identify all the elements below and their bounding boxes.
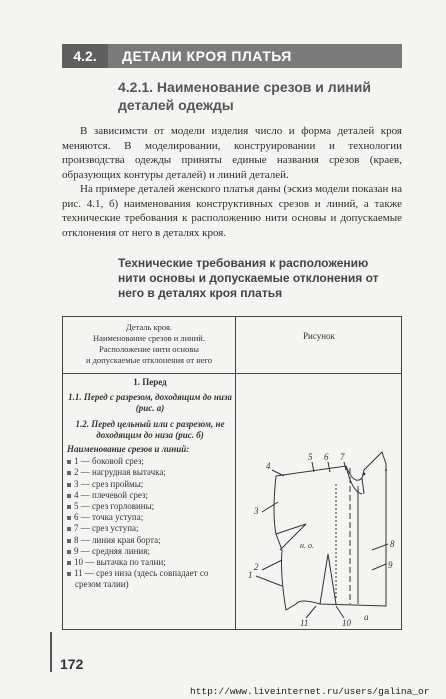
page-number: 172	[60, 656, 84, 672]
paragraph-1: В зависимсти от модели изделия число и форма деталей кроя меняются. В моделировании, конструировании и технологии производства одежды приняты единые названия срезов (краев, образующих контуры деталей) и линий деталей.	[62, 125, 402, 181]
leader-6	[328, 462, 330, 472]
leader-2	[262, 560, 282, 570]
bullet-square-icon	[67, 527, 71, 531]
fig-label-6: 6	[324, 452, 329, 462]
list-item: 11 — срез низа (здесь совпадает со срезом талии)	[67, 568, 233, 590]
bullet-square-icon	[67, 572, 71, 576]
names-heading: Наименование срезов и линий:	[67, 444, 190, 455]
bullet-square-icon	[67, 561, 71, 565]
requirements-table	[62, 316, 402, 630]
waist-dart	[320, 554, 336, 604]
pattern-figure	[236, 374, 402, 629]
table-header-left	[67, 322, 231, 366]
fig-label-3: 3	[254, 506, 259, 516]
header-line: и допускаемые отклонения от него	[85, 355, 213, 365]
section-number: 4.2.	[62, 44, 108, 68]
figure-caption: а	[364, 612, 369, 622]
watermark-url: http://www.liveinternet.ru/users/galina_or	[190, 686, 430, 697]
leader-4	[272, 470, 284, 476]
fig-label-11: 11	[300, 618, 309, 628]
asterisk-marker	[385, 469, 387, 471]
leader-9	[372, 564, 386, 570]
variant-a: 1.1. Перед с разрезом, доходящим до низа (рис. а)	[68, 392, 232, 414]
leader-11	[306, 606, 316, 618]
bullet-square-icon	[67, 550, 71, 554]
paragraph-2: На примере деталей женского платья даны (эскиз модели показан на рис. 4.1, б) наименования конструктивных срезов и линий, а также технические требования к расположению нити основы и допускаемые отклонения от него в деталях кроя.	[62, 183, 402, 239]
leader-3	[262, 502, 278, 512]
bullet-square-icon	[67, 483, 71, 487]
page-side-rule	[50, 632, 52, 672]
table-cell-description	[67, 377, 233, 591]
bullet-square-icon	[67, 494, 71, 498]
header-line: Деталь кроя.	[125, 322, 173, 332]
bullet-square-icon	[67, 460, 71, 464]
subsection-title: 4.2.1. Наименование срезов и линий деталей одежды	[118, 79, 371, 113]
leader-1	[256, 576, 282, 586]
list-item: 4 — плечевой срез;	[67, 490, 233, 501]
names-list	[67, 456, 233, 590]
fig-label-4: 4	[266, 461, 271, 471]
section-header	[62, 44, 402, 68]
fig-label-9: 9	[388, 560, 393, 570]
fig-label-7: 7	[340, 452, 345, 462]
fig-label-5: 5	[308, 452, 313, 462]
header-line: Расположение нити основы	[98, 344, 199, 354]
bullet-square-icon	[67, 471, 71, 475]
list-item: 5 — срез горловины;	[67, 501, 233, 512]
bullet-square-icon	[67, 516, 71, 520]
step-point-marker	[363, 473, 366, 476]
list-item: 8 — линия края борта;	[67, 535, 233, 546]
list-item: 1 — боковой срез;	[67, 456, 233, 467]
fig-label-1: 1	[248, 570, 253, 580]
list-item: 10 — вытачка по талии;	[67, 557, 233, 568]
leader-10	[336, 606, 344, 618]
step-line	[362, 478, 364, 494]
list-item: 2 — нагрудная вытачка;	[67, 467, 233, 478]
grain-note: н. о.	[300, 541, 314, 550]
table-title: Технические требования к расположению нити основы и допускаемые отклонения от него в деталях кроя платья	[118, 256, 379, 300]
list-item: 9 — средняя линия;	[67, 546, 233, 557]
variant-b: 1.2. Перед цельный или с разрезом, не доходящим до низа (рис. б)	[75, 418, 225, 440]
part-title: 1. Перед	[133, 377, 167, 387]
list-item: 7 — срез уступа;	[67, 523, 233, 534]
fig-label-8: 8	[390, 539, 395, 549]
list-item: 3 — срез проймы;	[67, 479, 233, 490]
bullet-square-icon	[67, 539, 71, 543]
fig-label-10: 10	[342, 618, 351, 628]
list-item: 6 — точка уступа;	[67, 512, 233, 523]
fig-label-2: 2	[254, 562, 259, 572]
section-title: ДЕТАЛИ КРОЯ ПЛАТЬЯ	[122, 48, 292, 64]
header-line: Наименование срезов и линий.	[93, 333, 205, 343]
bodice-outline	[274, 452, 386, 610]
bullet-square-icon	[67, 505, 71, 509]
table-header-right: Рисунок	[303, 331, 335, 341]
